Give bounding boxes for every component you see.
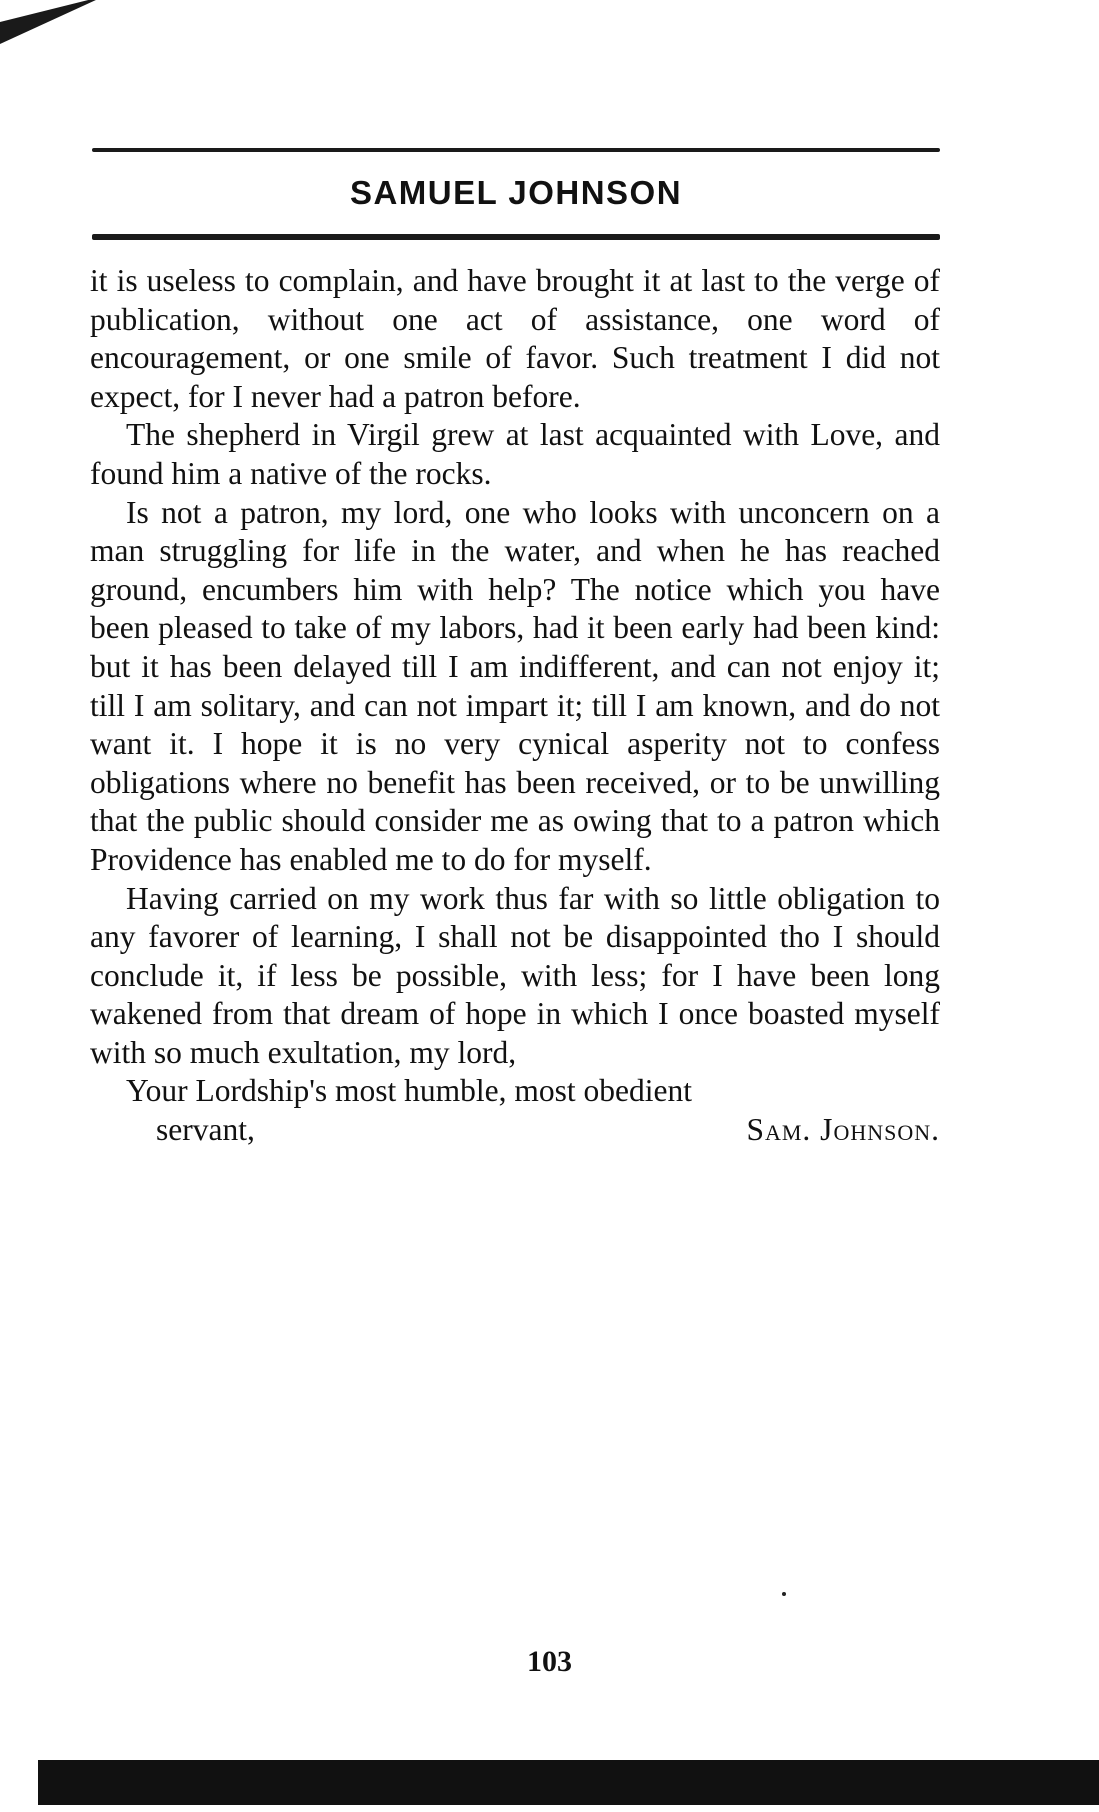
signature-line <box>90 1111 940 1150</box>
header-rule-top <box>92 148 940 152</box>
scan-speck <box>782 1592 786 1596</box>
signature: Sam. Johnson. <box>746 1112 940 1148</box>
running-head: SAMUEL JOHNSON <box>349 174 683 211</box>
paragraph-conclusion: Having carried on my work thus far with so little obligation to any favorer of learning, I shall not be disappointed tho I should conclude it, if less be possible, with less; for I have been long wakened from that dream of hope in which I once boasted myself with so much exultation, my lord, <box>90 880 940 1070</box>
paragraph-virgil: The shepherd in Virgil grew at last acquainted with Love, and found him a native of the rocks. <box>90 417 940 491</box>
header-rule-bottom <box>92 234 940 240</box>
letter-text <box>90 262 940 1150</box>
scan-bottom-bar <box>38 1760 1099 1805</box>
closing-servant: servant, <box>156 1112 255 1148</box>
scan-corner-mark <box>0 0 105 44</box>
closing-line: Your Lordship's most humble, most obedient <box>126 1073 692 1109</box>
paragraph-patron: Is not a patron, my lord, one who looks with unconcern on a man struggling for life in the water, and when he has reached ground, encumbers him with help? The notice which you have been pleased to take of my labors, had it been early had been kind: but it has been delayed till I am indifferent, and can not enjoy it; till I am solitary, and can not impart it; till I am known, and do not want it. I hope it is no very cynical asperity not to confess obligations where no benefit has been received, or to be unwilling that the public should consider me as owing that to a patron which Providence has enabled me to do for myself. <box>90 494 940 877</box>
page-number: 103 <box>527 1645 572 1678</box>
paragraph-continued: it is useless to complain, and have brought it at last to the verge of publication, without one act of assistance, one word of encouragement, or one smile of favor. Such treatment I did not expect, for I never had a patron before. <box>90 263 940 414</box>
